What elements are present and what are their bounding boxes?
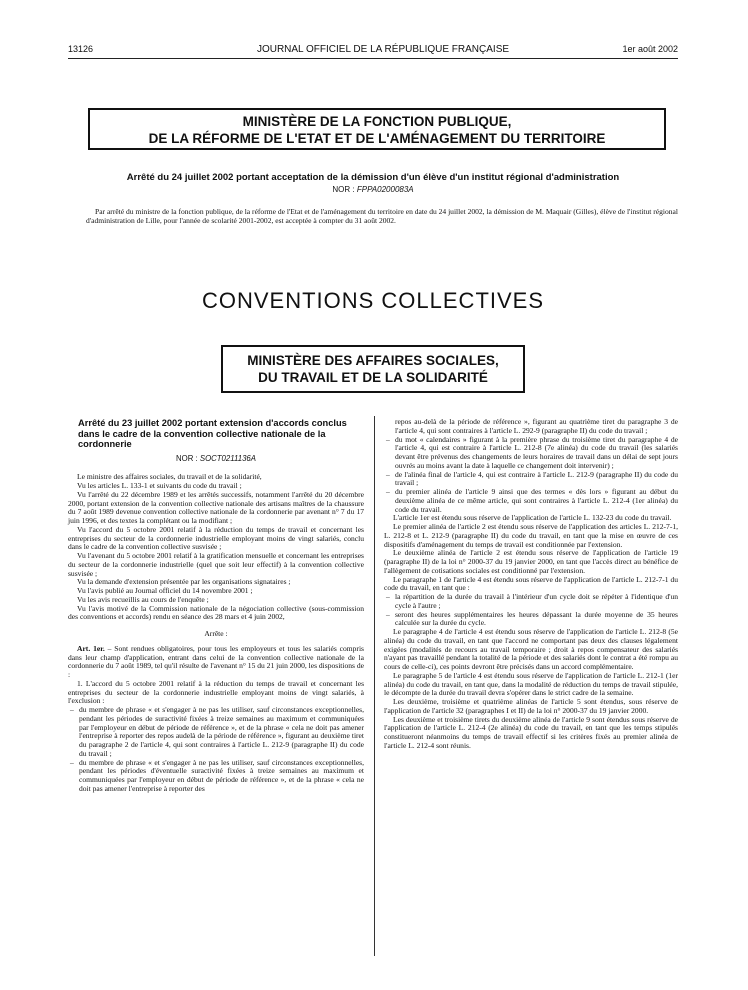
reserve-paragraph: Les deuxième, troisième et quatrième alinéas de l'article 5 sont étendus, sous réserve de l'application de l'article 32 (paragraphes I et II) de la loi n° 2000-37 du 19 janvier 2000. [384,697,678,715]
nor-reference [68,455,364,464]
condition-list [384,593,678,628]
ministry-name-line1: MINISTÈRE DES AFFAIRES SOCIALES, [247,353,499,368]
visa-paragraph: Vu l'arrêté du 22 décembre 1989 et les arrêtés successifs, notamment l'arrêté du 20 décembre 2000, portant extension de la convention collective nationale des artisans maîtres de la chaussure du 7 août 1989 devenue convention collective nationale de la cordonnerie par avenant n° 7 du 17 juin 1996, et des textes la complétant ou la modifiant ; [68,489,364,525]
ministry-box-fonction-publique [88,108,666,150]
article-text: – Sont rendues obligatoires, pour tous les employeurs et tous les salariés compris dans leur champ d'application, entrant dans celui de la convention collective nationale de la cordonnerie du 7 août 1989, tel qu'il résulte de l'avenant n° 15 du 21 juin 2000, les dispositions de : [68,643,364,679]
header-rule [68,58,678,59]
reserve-paragraph: Le paragraphe 1 de l'article 4 est étendu sous réserve de l'application de l'article L. 212-7-1 du code du travail, en tant que : [384,574,678,593]
section-title: CONVENTIONS COLLECTIVES [201,288,545,313]
decree-title: Arrêté du 24 juillet 2002 portant acceptation de la démission d'un élève d'un institut régional d'administration [126,172,620,183]
decree-title: Arrêté du 23 juillet 2002 portant extension d'accords conclus dans le cadre de la convention collective nationale de la cordonnerie [78,418,347,449]
ministry-name-line2: DE LA RÉFORME DE L'ETAT ET DE L'AMÉNAGEMENT DU TERRITOIRE [148,131,606,146]
right-column [384,418,678,751]
list-item: – de l'alinéa final de l'article 4, qui est contraire à l'article L. 212-9 (paragraphe II) du code du travail ; [395,471,678,489]
reserve-paragraph: Le paragraphe 5 de l'article 4 est étendu sous réserve de l'application de l'article L. 212-1 (1er alinéa) du code du travail, en tant que, dans la modalité de réduction du temps de travail stipulée, le décompte de la durée du travail devra s'opérer dans le strict cadre de la semaine. [384,670,678,698]
visa-paragraph: Vu l'avenant du 5 octobre 2001 relatif à la gratification mensuelle et concernant les entreprises du secteur de la cordonnerie industrielle (quel que soit leur effectif) à la convention collective susvisée ; [68,551,364,578]
visa-paragraph: Vu les avis recueillis au cours de l'enquête ; [77,594,209,604]
reserve-paragraph: Le paragraphe 4 de l'article 4 est étendu sous réserve de l'application de l'article L. 212-8 (5e alinéa) du code du travail, en tant que l'accord ne comportant pas deux des clauses légalement exigées (modalités de recours au travail temporaire ; droit à repos compensateur des salariés n'ayant pas travaillé pendant la totalité de la période et des salariés dont le contrat a été rompu au cours de celle-ci), ces points devront être précisés dans un accord complémentaire. [384,627,678,671]
issue-date: 1er août 2002 [622,44,678,54]
visa-paragraph: Vu la demande d'extension présentée par les organisations signataires ; [77,577,291,587]
ministry-box-affaires-sociales [221,345,525,393]
reserve-paragraph: L'article 1er est étendu sous réserve de l'application de l'article L. 132-23 du code du travail. [393,513,672,523]
list-item: – la répartition de la durée du travail à l'intérieur d'un cycle doit se répéter à l'identique d'un cycle à l'autre ; [395,593,678,611]
decree-body [86,208,678,226]
list-item: – du mot « calendaires » figurant à la première phrase du troisième tiret du paragraphe 4 de l'article 4, qui est contraire à l'article L. 212-8 (7e alinéa) du code du travail (les salariés devant être prévenus des changements de leurs horaires de travail dans un délai de sept jours ouvrés au moins avant la date à laquelle ce changement doit intervenir) ; [395,436,678,471]
visa-paragraph: Le ministre des affaires sociales, du travail et de la solidarité, [77,472,262,482]
nor-code: FPPA0200083A [356,185,414,194]
ministry-name-line1: MINISTÈRE DE LA FONCTION PUBLIQUE, [242,114,512,129]
visa-paragraph: Vu l'avis publié au Journal officiel du 14 novembre 2001 ; [77,586,253,595]
decree-body-text: Par arrêté du ministre de la fonction publique, de la réforme de l'Etat et de l'aménagement du territoire en date du 24 juillet 2002, la démission de M. Maquair (Gilles), élève de l'institut régional d'administration de Lille, pour l'année de scolarité 2001-2002, est acceptée à compter du 31 août 2002. [86,207,678,225]
nor-reference [68,185,678,194]
ministry-name-line2: DU TRAVAIL ET DE LA SOLIDARITÉ [258,370,488,385]
column-divider [374,416,375,956]
journal-title: JOURNAL OFFICIEL DE LA RÉPUBLIQUE FRANÇAISE [256,44,510,55]
article-label: Art. 1er. [77,643,105,653]
nor-code: SOCT0211136A [199,453,256,463]
page-number: 13126 [68,44,94,54]
list-item: – seront des heures supplémentaires les heures dépassant la durée moyenne de 35 heures calculée sur la durée du cycle. [395,611,678,629]
exclusion-list [68,706,364,794]
visa-paragraph: Vu les articles L. 133-1 et suivants du code du travail ; [77,481,242,490]
arrete-heading: Arrête : [204,629,228,638]
article-1 [68,645,364,680]
continued-text: repos au-delà de la période de référence », figurant au quatrième tiret du paragraphe 3 de l'article 4, qui sont contraires à l'article L. 292-9 (paragraphe II) du code du travail ; [395,417,678,435]
enumerated-item: 1. L'accord du 5 octobre 2001 relatif à la réduction du temps de travail et concernant les entreprises du secteur de la cordonnerie industrielle employant moins de vingt salariés, à l'exclusion : [68,678,364,706]
list-item: – du premier alinéa de l'article 9 ainsi que des termes « dès lors » figurant au début du deuxième alinéa de ce même article, qui sont contraires à l'article L. 212-4 (1er alinéa) du code du travail. [395,488,678,514]
visa-paragraph: Vu l'avis motivé de la Commission nationale de la négociation collective (sous-commission des conventions et accords) rendu en séance des 28 mars et 4 juin 2002, [68,603,364,622]
nor-label: NOR : [176,453,198,463]
list-item: – du membre de phrase « et s'engager à ne pas les utiliser, sauf circonstances exceptionnelles, pendant les périodes d'éventuelle suractivité fixées à treize semaines au maximum et communiquées par l'employeur en début de période de référence », et de la phrase « cela ne doit pas amener l'entreprise à reporter des [79,759,364,794]
reserve-paragraph: Les deuxième et troisième tirets du deuxième alinéa de l'article 9 sont étendus sous réserve de l'application de l'article L. 212-4 (2e alinéa) du code du travail, en tant que les temps stipulés constitueront néanmoins du temps de travail effectif si les critères fixés au premier alinéa de l'article L. 212-4 sont réunis. [384,714,678,750]
list-item: – du membre de phrase « et s'engager à ne pas les utiliser, sauf circonstances exceptionnelles, pendant les périodes de suractivité fixées à treize semaines au maximum et communiquées par l'employeur en début de période de référence », et de la phrase « cela ne doit pas amener l'entreprise à reporter des repos audelà de la période de référence », figurant au deuxième tiret du paragraphe 2 de l'article 4, qui sont contraires à l'article L. 212-9 (paragraphe II) du code du travail ; [79,706,364,759]
reserve-paragraph: Le deuxième alinéa de l'article 2 est étendu sous réserve de l'application de l'article 19 (paragraphe II) de la loi n° 2000-37 du 19 janvier 2000, en tant que l'accès direct au bénéfice de l'allègement de cotisations sociales est conditionné par l'extension. [384,548,678,575]
exclusion-list [384,436,678,515]
visa-paragraph: Vu l'accord du 5 octobre 2001 relatif à la réduction du temps de travail et concernant les entreprises du secteur de la cordonnerie industrielle employant moins de vingt salariés, conclu dans le cadre de la convention collective susvisée ; [68,524,364,552]
reserve-paragraph: Le premier alinéa de l'article 2 est étendu sous réserve de l'application des articles L. 212-7-1, L. 212-8 et L. 212-9 (paragraphe II) du code du travail, en tant que la mise en œuvre de ces dispositifs d'aménagement du temps de travail est conditionnée par l'extension. [384,522,678,549]
left-column [68,418,364,794]
nor-label: NOR : [332,185,355,194]
